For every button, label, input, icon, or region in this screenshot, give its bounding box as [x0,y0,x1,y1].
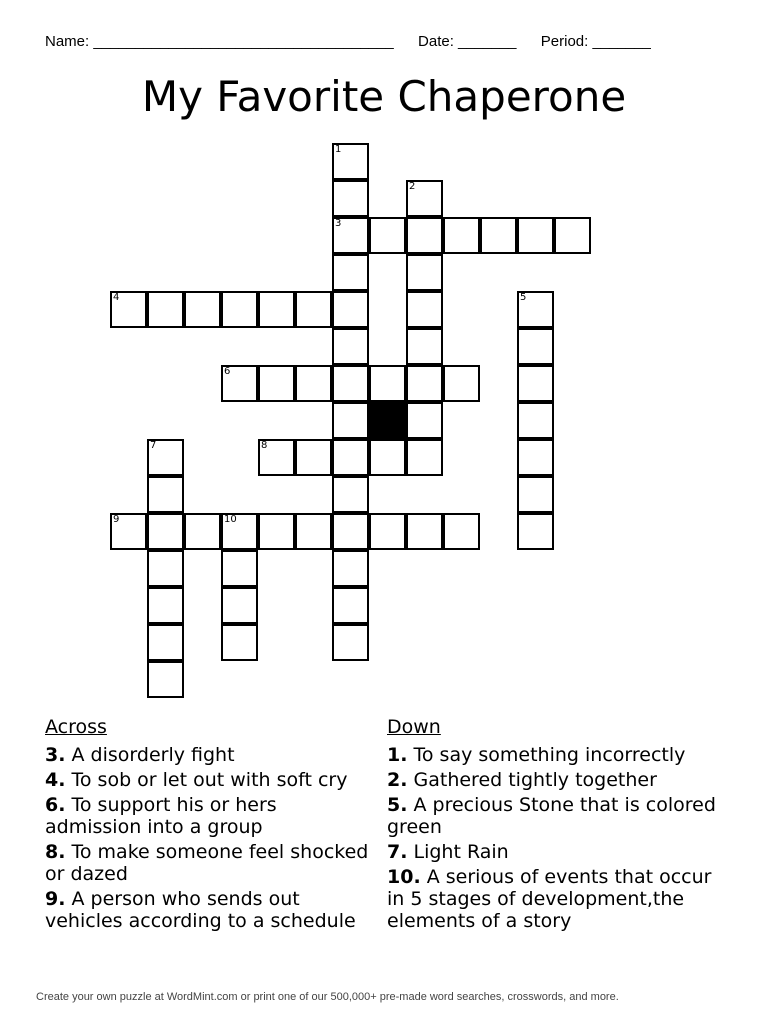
grid-cell[interactable] [406,513,443,550]
grid-cell[interactable] [221,365,258,402]
grid-cell[interactable] [258,291,295,328]
grid-cell[interactable] [295,439,332,476]
clue-across-9 [45,888,375,932]
puzzle-title: My Favorite Chaperone [141,72,627,121]
cell-number: 7 [150,440,157,451]
name-field-label: Name: ____________________________________ [45,33,394,50]
cell-number: 1 [335,144,342,155]
clue-text: Gathered tightly together [413,769,657,791]
grid-cell[interactable] [406,217,443,254]
cell-number: 10 [224,514,237,525]
grid-cell[interactable] [221,624,258,661]
grid-cell[interactable] [184,513,221,550]
grid-cell[interactable] [147,624,184,661]
grid-cell[interactable] [369,365,406,402]
clue-number: 5. [387,794,408,816]
grid-cell[interactable] [517,328,554,365]
period-field-label: Period: _______ [540,33,651,50]
clue-across-3 [45,744,375,766]
grid-cell[interactable] [332,328,369,365]
grid-cell[interactable] [369,217,406,254]
clue-down-5 [387,794,717,838]
grid-cell[interactable] [369,402,406,439]
grid-cell[interactable] [406,254,443,291]
grid-cell[interactable] [221,513,258,550]
clue-across-4 [45,769,375,791]
grid-cell[interactable] [406,291,443,328]
grid-cell[interactable] [406,402,443,439]
clue-number: 1. [387,744,408,766]
grid-cell[interactable] [517,365,554,402]
clue-number: 4. [45,769,66,791]
grid-cell[interactable] [258,439,295,476]
grid-cell[interactable] [147,550,184,587]
grid-cell[interactable] [295,291,332,328]
grid-cell[interactable] [369,513,406,550]
clue-number: 8. [45,841,66,863]
grid-cell[interactable] [517,291,554,328]
cell-number: 6 [224,366,231,377]
grid-cell[interactable] [332,513,369,550]
grid-cell[interactable] [517,402,554,439]
grid-cell[interactable] [517,217,554,254]
grid-cell[interactable] [221,291,258,328]
grid-cell[interactable] [443,513,480,550]
grid-cell[interactable] [332,365,369,402]
grid-cell[interactable] [147,291,184,328]
cell-number: 2 [409,181,416,192]
grid-cell[interactable] [147,513,184,550]
grid-cell[interactable] [258,513,295,550]
grid-cell[interactable] [517,513,554,550]
clue-number: 10. [387,866,421,888]
clue-across-6 [45,794,375,838]
clue-text: A precious Stone that is colored green [387,794,716,838]
cell-number: 3 [335,218,342,229]
clue-number: 7. [387,841,408,863]
down-heading: Down [387,716,441,738]
cell-number: 8 [261,440,268,451]
grid-cell[interactable] [295,513,332,550]
grid-cell[interactable] [369,439,406,476]
grid-cell[interactable] [147,476,184,513]
across-heading: Across [45,716,107,738]
clue-text: A serious of events that occur in 5 stages of development,the elements of a story [387,866,712,932]
grid-cell[interactable] [443,217,480,254]
clue-number: 9. [45,888,66,910]
grid-cell[interactable] [332,587,369,624]
grid-cell[interactable] [480,217,517,254]
grid-cell[interactable] [221,587,258,624]
grid-cell[interactable] [147,439,184,476]
clue-text: To make someone feel shocked or dazed [45,841,369,885]
grid-cell[interactable] [258,365,295,402]
across-clues [45,716,375,935]
grid-cell[interactable] [443,365,480,402]
clue-down-2 [387,769,717,791]
grid-cell[interactable] [332,254,369,291]
clue-text: A disorderly fight [71,744,235,766]
grid-cell[interactable] [332,217,369,254]
grid-cell[interactable] [406,328,443,365]
grid-cell[interactable] [332,550,369,587]
down-clues [387,716,717,935]
grid-cell[interactable] [110,513,147,550]
grid-cell[interactable] [517,439,554,476]
grid-cell[interactable] [406,439,443,476]
cell-number: 4 [113,292,120,303]
grid-cell[interactable] [110,291,147,328]
clue-down-10 [387,866,717,932]
grid-cell[interactable] [332,180,369,217]
cell-number: 9 [113,514,120,525]
grid-cell[interactable] [332,624,369,661]
clue-down-7 [387,841,717,863]
grid-cell[interactable] [147,661,184,698]
clue-number: 2. [387,769,408,791]
grid-cell[interactable] [332,402,369,439]
grid-cell[interactable] [332,476,369,513]
grid-cell[interactable] [406,365,443,402]
clue-across-8 [45,841,375,885]
clue-down-1 [387,744,717,766]
clue-text: Light Rain [413,841,509,863]
grid-cell[interactable] [184,291,221,328]
grid-cell[interactable] [554,217,591,254]
grid-cell[interactable] [295,365,332,402]
clue-text: A person who sends out vehicles according to a schedule [45,888,356,932]
date-field-label: Date: _______ [418,33,517,50]
grid-cell[interactable] [147,587,184,624]
grid-cell[interactable] [517,476,554,513]
footer-credit: Create your own puzzle at WordMint.com or print one of our 500,000+ pre-made word searches, crosswords, and more. [36,991,619,1003]
grid-cell[interactable] [406,180,443,217]
clue-number: 3. [45,744,66,766]
grid-cell[interactable] [332,143,369,180]
student-info-line [45,33,651,50]
grid-cell[interactable] [332,439,369,476]
cell-number: 5 [520,292,527,303]
clue-text: To sob or let out with soft cry [71,769,348,791]
clue-number: 6. [45,794,66,816]
clue-text: To support his or hers admission into a group [45,794,277,838]
grid-cell[interactable] [332,291,369,328]
clue-text: To say something incorrectly [413,744,686,766]
grid-cell[interactable] [221,550,258,587]
